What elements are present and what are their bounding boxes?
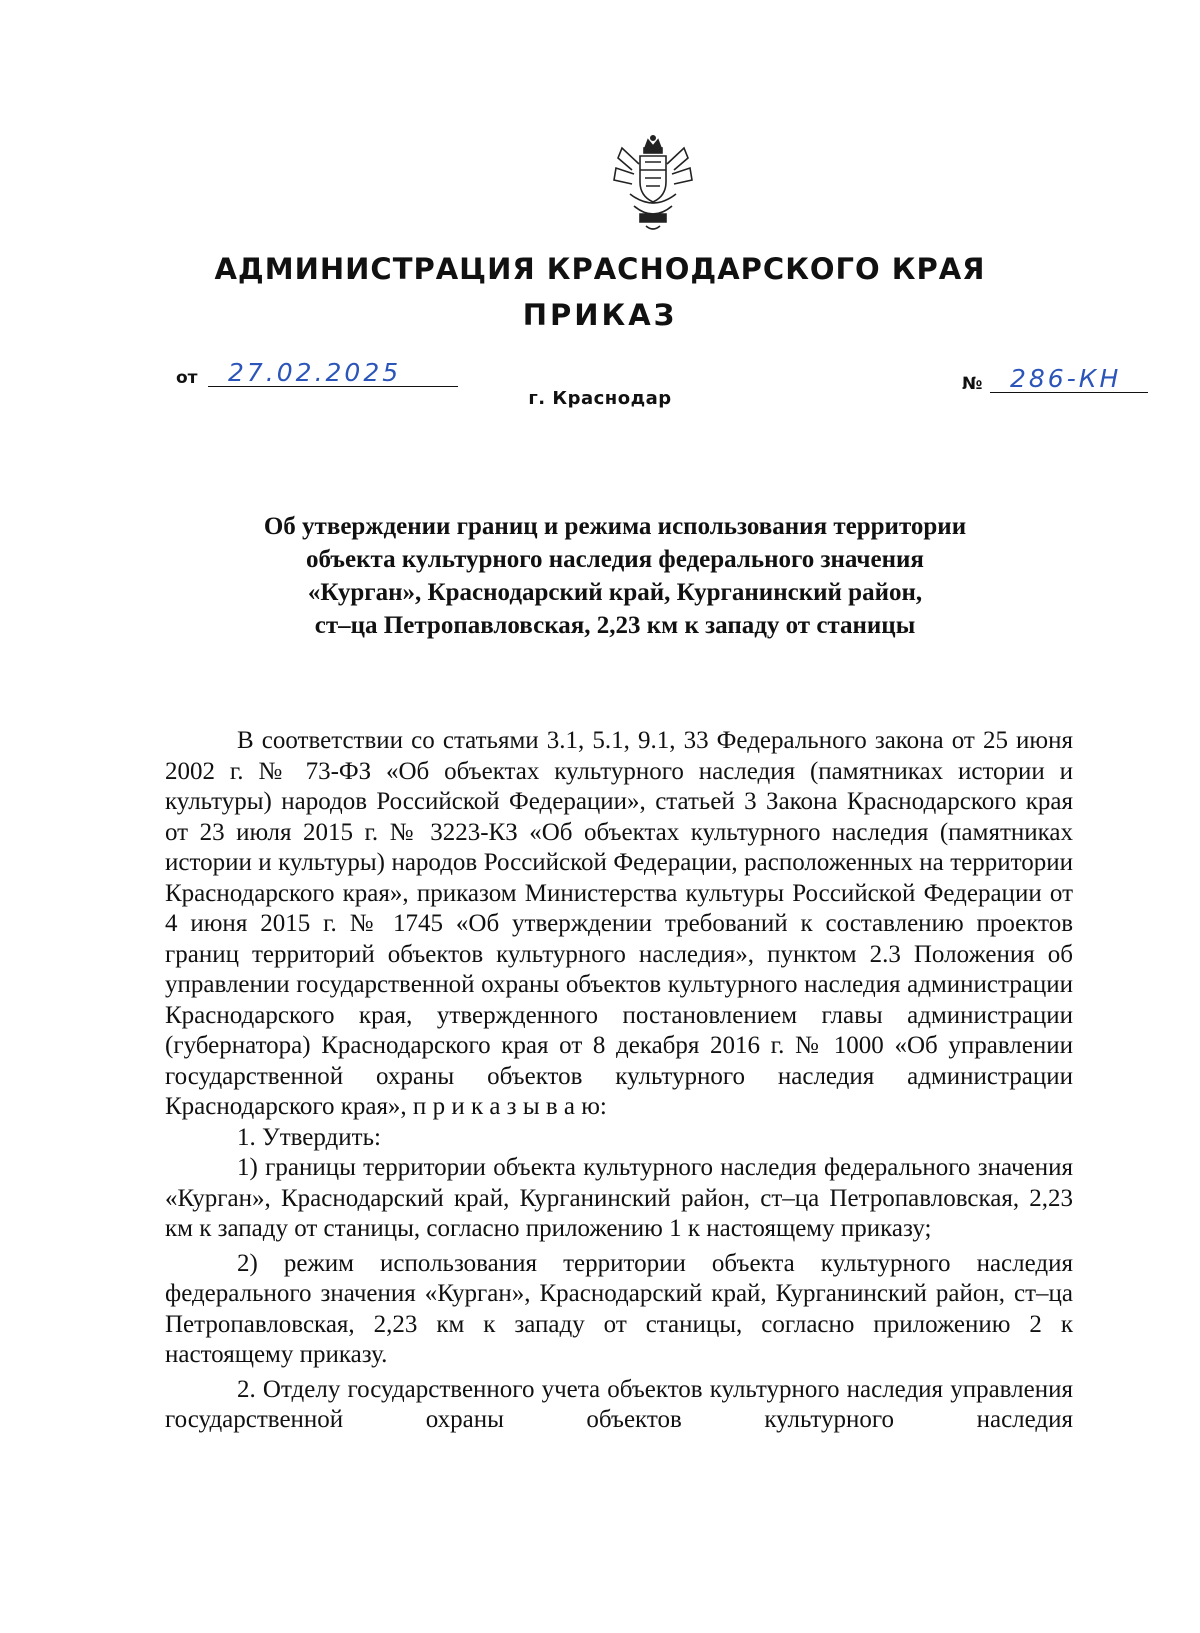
krasnodar-coat-of-arms-icon [612,134,694,234]
document-title [160,510,1070,642]
city-line: г. Краснодар [528,388,672,409]
order-subitem-1: 1) границы территории объекта культурного наследия федерального значения «Курган», Краснодарский край, Курганинский район, ст–ца Петропавловская, 2,23 км к западу от станицы, согласно приложению 1 к настоящему приказу; [165,1154,1073,1242]
order-item-2: 2. Отделу государственного учета объектов культурного наследия управления государственной охраны объектов культурного наследия [165,1375,1073,1433]
number-label: № [962,374,983,394]
title-line: «Курган», Краснодарский край, Курганинский район, [307,579,923,606]
title-line: ст–ца Петропавловская, 2,23 км к западу от станицы [314,612,916,639]
document-type: ПРИКАЗ [522,298,678,332]
date-label: от [176,368,198,388]
handwritten-date: 27.02.2025 [228,358,402,387]
order-item-1: 1. Утвердить: [237,1123,381,1151]
document-body [165,726,1073,1436]
title-line: объекта культурного наследия федерального значения [306,546,924,573]
preamble-paragraph: В соответствии со статьями 3.1, 5.1, 9.1, 33 Федерального закона от 25 июня 2002 г. № 73-ФЗ «Об объектах культурного наследия (памятниках истории и культуры) народов Российской Федерации», статьей 3 Закона Краснодарского края от 23 июля 2015 г. № 3223-КЗ «Об объектах культурного наследия (памятниках истории и культуры) народов Российской Федерации, расположенных на территории Краснодарского края», приказом Министерства культуры Российской Федерации от 4 июня 2015 г. № 1745 «Об утверждении требований к составлению проектов границ территорий объектов культурного наследия», пунктом 2.3 Положения об управлении государственной охраны объектов культурного наследия администрации Краснодарского края, утвержденного постановлением главы администрации (губернатора) Краснодарского края от 8 декабря 2016 г. № 1000 «Об управлении государственной охраны объектов культурного наследия администрации Краснодарского края», п р и к а з ы в а ю: [165,727,1073,1120]
order-subitem-2: 2) режим использования территории объекта культурного наследия федерального значения «Курган», Краснодарский край, Курганинский район, ст–ца Петропавловская, 2,23 км к западу от станицы, согласно приложению 2 к настоящему приказу. [165,1249,1073,1368]
title-line: Об утверждении границ и режима использования территории [263,513,967,540]
handwritten-number: 286-КН [1010,364,1122,393]
organization-name: АДМИНИСТРАЦИЯ КРАСНОДАРСКОГО КРАЯ [214,252,986,286]
